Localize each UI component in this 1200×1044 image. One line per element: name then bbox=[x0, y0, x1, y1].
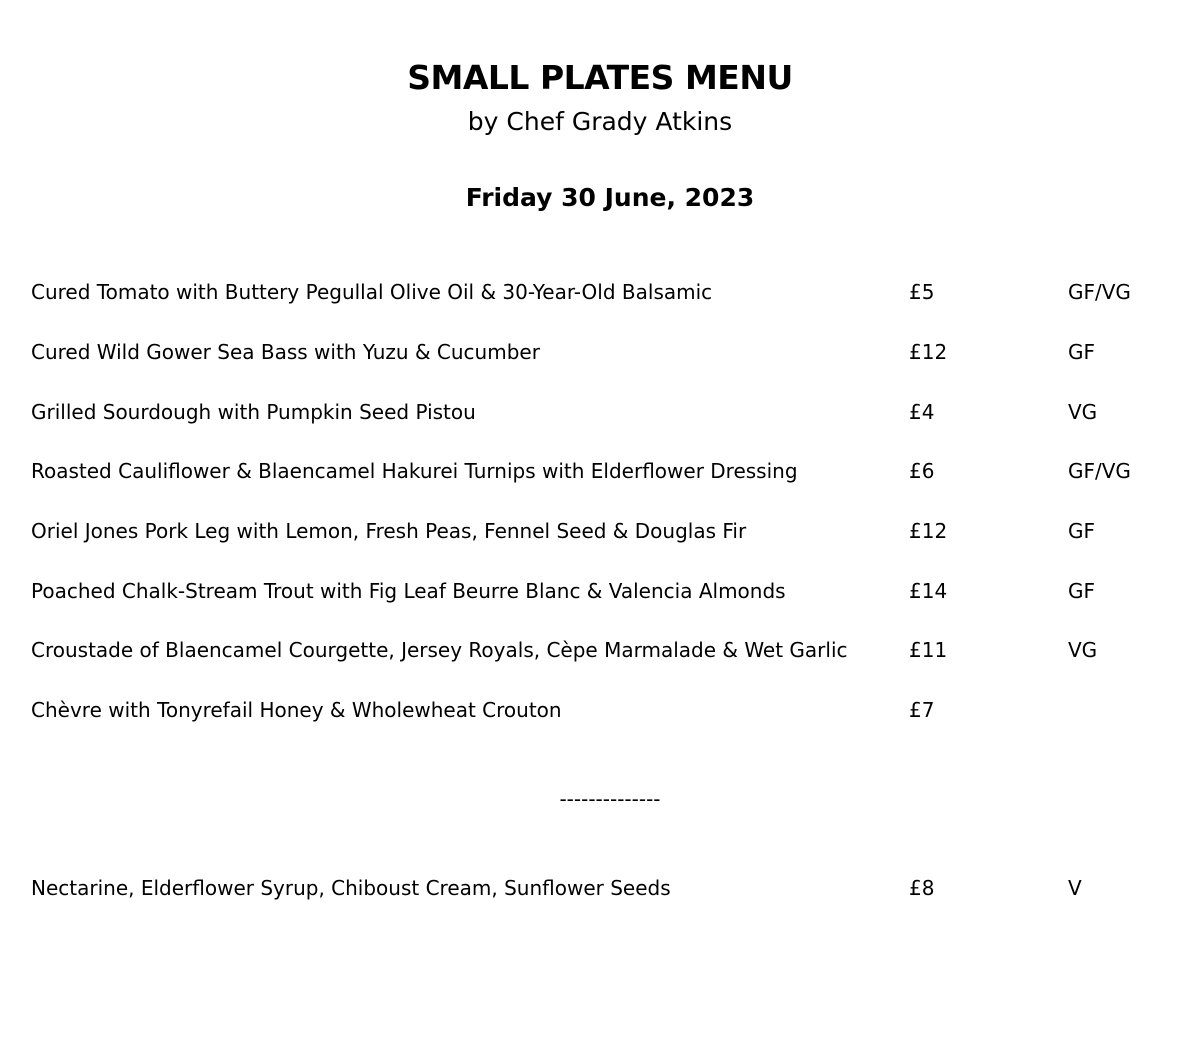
menu-date: Friday 30 June, 2023 bbox=[465, 183, 755, 212]
menu-item bbox=[0, 516, 1200, 546]
menu-item-price: £5 bbox=[909, 280, 935, 304]
menu-item-name: Croustade of Blaencamel Courgette, Jersey Royals, Cèpe Marmalade & Wet Garlic bbox=[31, 638, 848, 662]
menu-item-dietary: GF bbox=[1068, 579, 1096, 603]
menu-item-price: £12 bbox=[909, 340, 948, 364]
menu-item-dietary: GF/VG bbox=[1068, 459, 1131, 483]
menu-item bbox=[0, 277, 1200, 307]
menu-item-dietary: VG bbox=[1068, 400, 1098, 424]
menu-item bbox=[0, 635, 1200, 665]
menu-item-price: £14 bbox=[909, 579, 948, 603]
section-divider: -------------- bbox=[559, 787, 661, 811]
menu-item-name: Roasted Cauliflower & Blaencamel Hakurei Turnips with Elderflower Dressing bbox=[31, 459, 798, 483]
menu-item-price: £12 bbox=[909, 519, 948, 543]
dessert-item-dietary: V bbox=[1068, 876, 1082, 900]
menu-item-name: Chèvre with Tonyrefail Honey & Wholewheat Crouton bbox=[31, 698, 562, 722]
menu-item-name: Cured Wild Gower Sea Bass with Yuzu & Cucumber bbox=[31, 340, 540, 364]
menu-item-price: £7 bbox=[909, 698, 935, 722]
menu-item-name: Oriel Jones Pork Leg with Lemon, Fresh Peas, Fennel Seed & Douglas Fir bbox=[31, 519, 747, 543]
menu-item-price: £6 bbox=[909, 459, 935, 483]
menu-item bbox=[0, 337, 1200, 367]
menu-item-price: £4 bbox=[909, 400, 935, 424]
dessert-item bbox=[0, 873, 1200, 903]
menu-item-price: £11 bbox=[909, 638, 948, 662]
menu-title: SMALL PLATES MENU bbox=[407, 58, 793, 97]
menu-item bbox=[0, 397, 1200, 427]
menu-item-dietary: GF/VG bbox=[1068, 280, 1131, 304]
dessert-item-name: Nectarine, Elderflower Syrup, Chiboust Cream, Sunflower Seeds bbox=[31, 876, 671, 900]
menu-item-dietary: VG bbox=[1068, 638, 1098, 662]
menu-item-dietary: GF bbox=[1068, 519, 1096, 543]
menu-item bbox=[0, 576, 1200, 606]
menu-item-name: Poached Chalk-Stream Trout with Fig Leaf Beurre Blanc & Valencia Almonds bbox=[31, 579, 786, 603]
menu-item-name: Cured Tomato with Buttery Pegullal Olive Oil & 30-Year-Old Balsamic bbox=[31, 280, 713, 304]
dessert-item-price: £8 bbox=[909, 876, 935, 900]
menu-item bbox=[0, 695, 1200, 725]
menu-item bbox=[0, 456, 1200, 486]
menu-item-name: Grilled Sourdough with Pumpkin Seed Pistou bbox=[31, 400, 476, 424]
chef-byline: by Chef Grady Atkins bbox=[467, 107, 733, 136]
menu-item-dietary: GF bbox=[1068, 340, 1096, 364]
